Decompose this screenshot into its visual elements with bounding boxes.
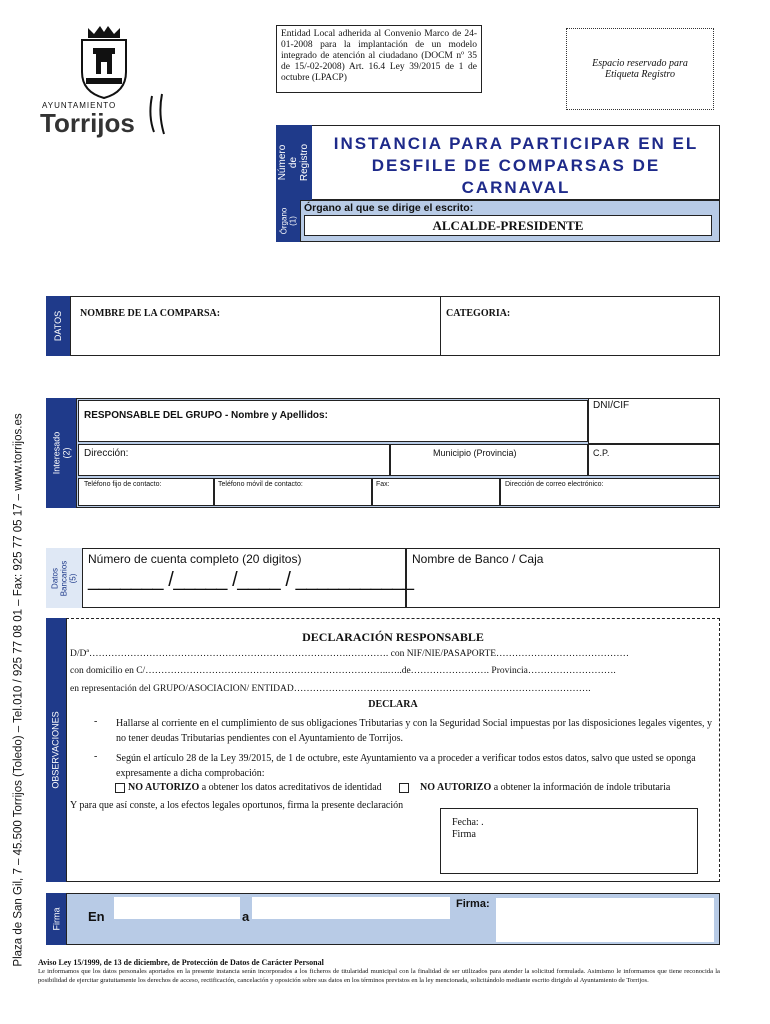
numero-registro-label: Número de Registro bbox=[276, 125, 312, 200]
title-line-1: INSTANCIA PARA PARTICIPAR EN EL bbox=[333, 134, 699, 153]
footer-text: Le informamos que los datos personales aportados en la presente instancia serán incorporados a los ficheros de titularidad municipal con la finalidad de ser utilizados para atender la solicitud formulada. Asimismo le informamos que tiene reconocida la posibilidad de ejercitar gratuitamente los derechos de acceso, rectificación, cancelación y oposición sobre sus datos en los términos previstos en la ley mencionada, solicitándolo mediante escrito dirigido al Ayuntamiento de Torrijos. bbox=[38, 968, 720, 984]
tel-fijo-label: Teléfono fijo de contacto: bbox=[84, 481, 162, 488]
en-field[interactable] bbox=[114, 897, 240, 919]
declaracion-title: DECLARACIÓN RESPONSABLE bbox=[302, 630, 484, 644]
nombre-comparsa-field[interactable]: NOMBRE DE LA COMPARSA: bbox=[80, 308, 221, 319]
organo-prompt: Órgano al que se dirige el escrito: bbox=[304, 202, 474, 214]
interesado-label: Interesado (2) bbox=[46, 398, 76, 508]
closing-statement: Y para que así conste, a los efectos legales oportunos, firma la presente declaración bbox=[70, 800, 404, 811]
cuenta-label: Número de cuenta completo (20 digitos) bbox=[88, 552, 302, 566]
en-label: En bbox=[88, 909, 105, 924]
municipio-label: Municipio (Provincia) bbox=[433, 448, 517, 458]
responsable-field[interactable] bbox=[78, 400, 588, 442]
title-line-2: DESFILE DE COMPARSAS DE bbox=[371, 156, 661, 175]
footer-title: Aviso Ley 15/1999, de 13 de diciembre, de Protección de Datos de Carácter Personal bbox=[38, 958, 324, 967]
torrijos-wordmark: Torrijos bbox=[40, 108, 135, 138]
registro-label-box: Espacio reservado para Etiqueta Registro bbox=[566, 28, 714, 110]
no-autorizo-identidad-checkbox[interactable] bbox=[115, 783, 125, 793]
datos-divider bbox=[440, 296, 441, 356]
side-address: Plaza de San Gil, 7 – 45.500 Torrijos (Toledo) – Tel.010 / 925 77 08 01 – Fax: 925 77 05 17 – www.torrijos.es bbox=[13, 413, 26, 967]
organo-label: Órgano (1) bbox=[276, 200, 300, 242]
banco-label: Nombre de Banco / Caja bbox=[412, 552, 544, 566]
declaracion-line-1[interactable]: D/Dª……………………………………………………………………….…………. con NIF/NIE/PASAPORTE…………………………………… bbox=[70, 649, 630, 659]
fax-label: Fax: bbox=[376, 481, 390, 488]
email-label: Dirección de correo electrónico: bbox=[505, 481, 604, 488]
declaracion-line-3[interactable]: en representación del GRUPO/ASOCIACIÓN/ ENTIDAD…………………………………………………………………………………. bbox=[70, 684, 591, 694]
direccion-label: Dirección: bbox=[84, 448, 129, 459]
firma-label: Firma bbox=[452, 829, 476, 840]
title-line-3: CARNAVAL bbox=[461, 178, 571, 197]
datos-label: DATOS bbox=[46, 296, 70, 356]
tel-movil-label: Teléfono móvil de contacto: bbox=[218, 481, 303, 488]
coat-of-arms-logo bbox=[74, 22, 134, 100]
organo-value-field[interactable]: ALCALDE-PRESIDENTE bbox=[304, 215, 712, 236]
fax-field[interactable] bbox=[372, 478, 500, 506]
no-autorizo-tributaria-checkbox[interactable] bbox=[399, 783, 409, 793]
firma-section-signature-field[interactable] bbox=[496, 898, 714, 942]
bullet-1: Hallarse al corriente en el cumplimiento de sus obligaciones Tributarias y con la Seguridad Social impuestas por las disposiciones legales vigentes, y no tener deudas Tributarias pendientes con el Ayuntamiento de Torrijos. bbox=[116, 718, 712, 744]
datos-box bbox=[70, 296, 720, 356]
entidad-notice: Entidad Local adherida al Convenio Marco de 24-01-2008 para la implantación de un modelo integrado de atención al ciudadano (DOCM nº 35 de 15/-02-2008) Art. 16.4 Ley 39/2015 de 1 de octubre (LPACP) bbox=[276, 25, 482, 93]
cuenta-format: _______ /_____ /____ / ___________ bbox=[88, 569, 414, 591]
a-label: a bbox=[242, 909, 250, 924]
no-autorizo-tributaria-label: NO AUTORIZO a obtener la información de índole tributaria bbox=[420, 782, 671, 793]
a-field[interactable] bbox=[252, 897, 450, 919]
firma-section-label: Firma bbox=[46, 893, 66, 945]
dni-label: DNI/CIF bbox=[593, 400, 630, 411]
no-autorizo-identidad-label: NO AUTORIZO a obtener los datos acreditativos de identidad bbox=[128, 782, 382, 793]
bullet-2: Según el artículo 28 de la Ley 39/2015, de 1 de octubre, este Ayuntamiento va a proceder a verificar todos estos datos, salvo que usted se oponga expresamente a dicha comprobación: bbox=[116, 753, 696, 779]
responsable-label: RESPONSABLE DEL GRUPO - Nombre y Apellidos: bbox=[84, 410, 328, 421]
categoria-field[interactable]: CATEGORIA: bbox=[446, 308, 511, 319]
bullet-2-dash: - bbox=[94, 751, 98, 762]
observaciones-label: OBSERVACIONES bbox=[46, 618, 66, 882]
declara-heading: DECLARA bbox=[368, 699, 418, 710]
fecha-label: Fecha: . bbox=[452, 817, 484, 828]
logo-strokes-icon bbox=[146, 92, 176, 141]
firma-section-firma-label: Firma: bbox=[456, 898, 490, 910]
declaracion-line-2[interactable]: con domicilio en C/…………………………………………………………………..…..de……………………. Provincia………………………. bbox=[70, 666, 616, 676]
ayuntamiento-label: AYUNTAMIENTO bbox=[42, 101, 117, 110]
bancarios-label: Datos Bancarios (5) bbox=[46, 548, 82, 608]
cp-label: C.P. bbox=[593, 448, 610, 458]
bullet-1-dash: - bbox=[94, 716, 98, 727]
